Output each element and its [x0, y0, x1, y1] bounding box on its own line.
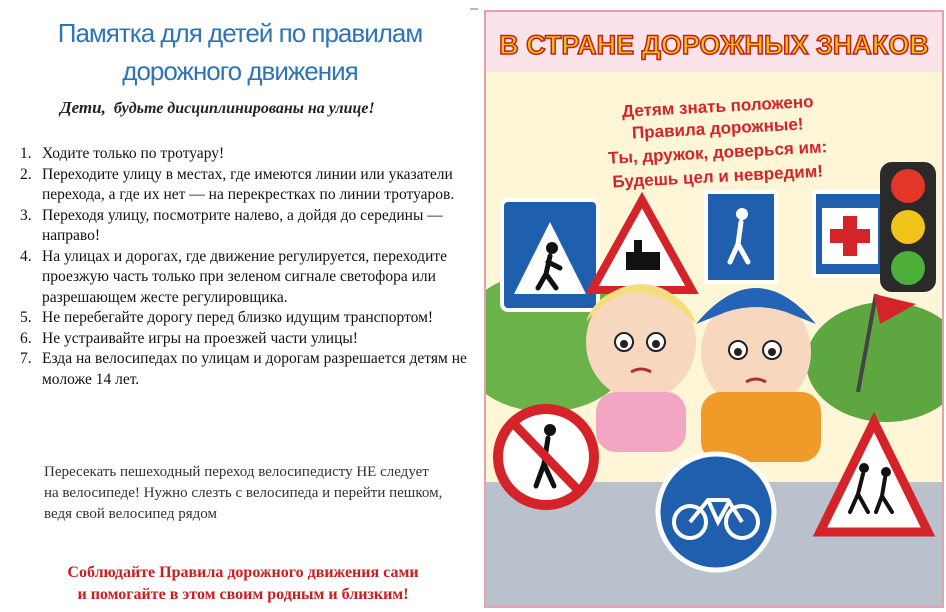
rule-item — [20, 165, 472, 206]
rule-number: 4. — [20, 247, 32, 265]
subtitle-rest: будьте дисциплинированы на улице! — [113, 100, 375, 117]
traffic-light-green — [891, 251, 925, 285]
cyclist-note: Пересекать пешеходный переход велосипедисту НЕ следует на велосипеде! Нужно слезть с велосипеда и перейти пешком, ведя свой велосипед рядом — [44, 464, 443, 522]
rule-number: 2. — [20, 165, 32, 183]
pedestrian-head — [736, 208, 748, 220]
no-ped-head — [544, 424, 556, 436]
rule-number: 1. — [20, 145, 32, 162]
boy-pupil-right — [768, 348, 776, 356]
poster-title: В СТРАНЕ ДОРОЖНЫХ ЗНАКОВ — [499, 30, 929, 60]
poster-canvas — [486, 12, 942, 606]
footer-line1: Соблюдайте Правила дорожного движения сами — [67, 564, 419, 581]
railway-train-chimney — [634, 240, 642, 254]
rule-text: Езда на велосипедах по улицам и дорогам разрешается детям не моложе 14 лет. — [42, 350, 467, 388]
verse-line3: Ты, дружок, доверься им: — [607, 137, 828, 168]
rule-item — [20, 329, 472, 350]
rule-text: Переходя улицу, посмотрите налево, а дойдя до середины — направо! — [42, 206, 443, 244]
rule-text: На улицах и дорогах, где движение регулируется, переходите проезжую часть только при зеленом сигнале светофора или разрешающем жесте регулировщика. — [42, 247, 448, 306]
subtitle-word-children: Дети, — [60, 98, 106, 117]
divider-mark — [470, 8, 478, 10]
child1-head — [859, 463, 869, 473]
crosswalk-person-head — [546, 242, 558, 254]
red-cross-horizontal — [830, 229, 870, 243]
rule-item — [20, 349, 472, 390]
railway-train-body — [626, 252, 660, 270]
rule-number: 7. — [20, 350, 32, 367]
memo-footer — [28, 562, 458, 606]
girl-pupil-right — [652, 340, 660, 348]
poster-illustration — [484, 10, 944, 608]
girl-pupil-left — [620, 340, 628, 348]
rule-text: Ходите только по тротуару! — [42, 145, 225, 162]
memo-subtitle — [60, 98, 375, 118]
child2-head — [881, 467, 891, 477]
rule-number: 3. — [20, 206, 32, 224]
rule-item — [20, 144, 472, 165]
traffic-light-red — [891, 169, 925, 203]
traffic-light-yellow — [891, 210, 925, 244]
rule-text: Переходите улицу в местах, где имеются линии или указатели перехода, а где их нет — на перекрестках по линии тротуаров. — [42, 165, 455, 203]
memo-title-line1: Памятка для детей по правилам — [57, 18, 423, 48]
boy-pupil-left — [734, 348, 742, 356]
memo-title-line2: дорожного движения — [122, 56, 358, 86]
rule-number: 6. — [20, 329, 32, 347]
rule-item — [20, 308, 472, 329]
verse-line1: Детям знать положено — [621, 92, 814, 122]
boy-jacket — [701, 392, 821, 462]
rule-text: Не устраивайте игры на проезжей части улицы! — [42, 329, 358, 347]
rule-number: 5. — [20, 309, 32, 326]
rule-item — [20, 247, 472, 309]
memo-title — [0, 14, 480, 90]
girl-dress — [596, 392, 686, 452]
verse-line4: Будешь цел и невредим! — [612, 161, 824, 192]
footer-line2: и помогайте в этом своим родным и близким! — [77, 586, 409, 603]
verse-line2: Правила дорожные! — [631, 114, 804, 143]
rules-list — [20, 144, 472, 390]
rule-text: Не перебегайте дорогу перед близко идущим транспортом! — [42, 309, 434, 326]
rule-item — [20, 206, 472, 247]
